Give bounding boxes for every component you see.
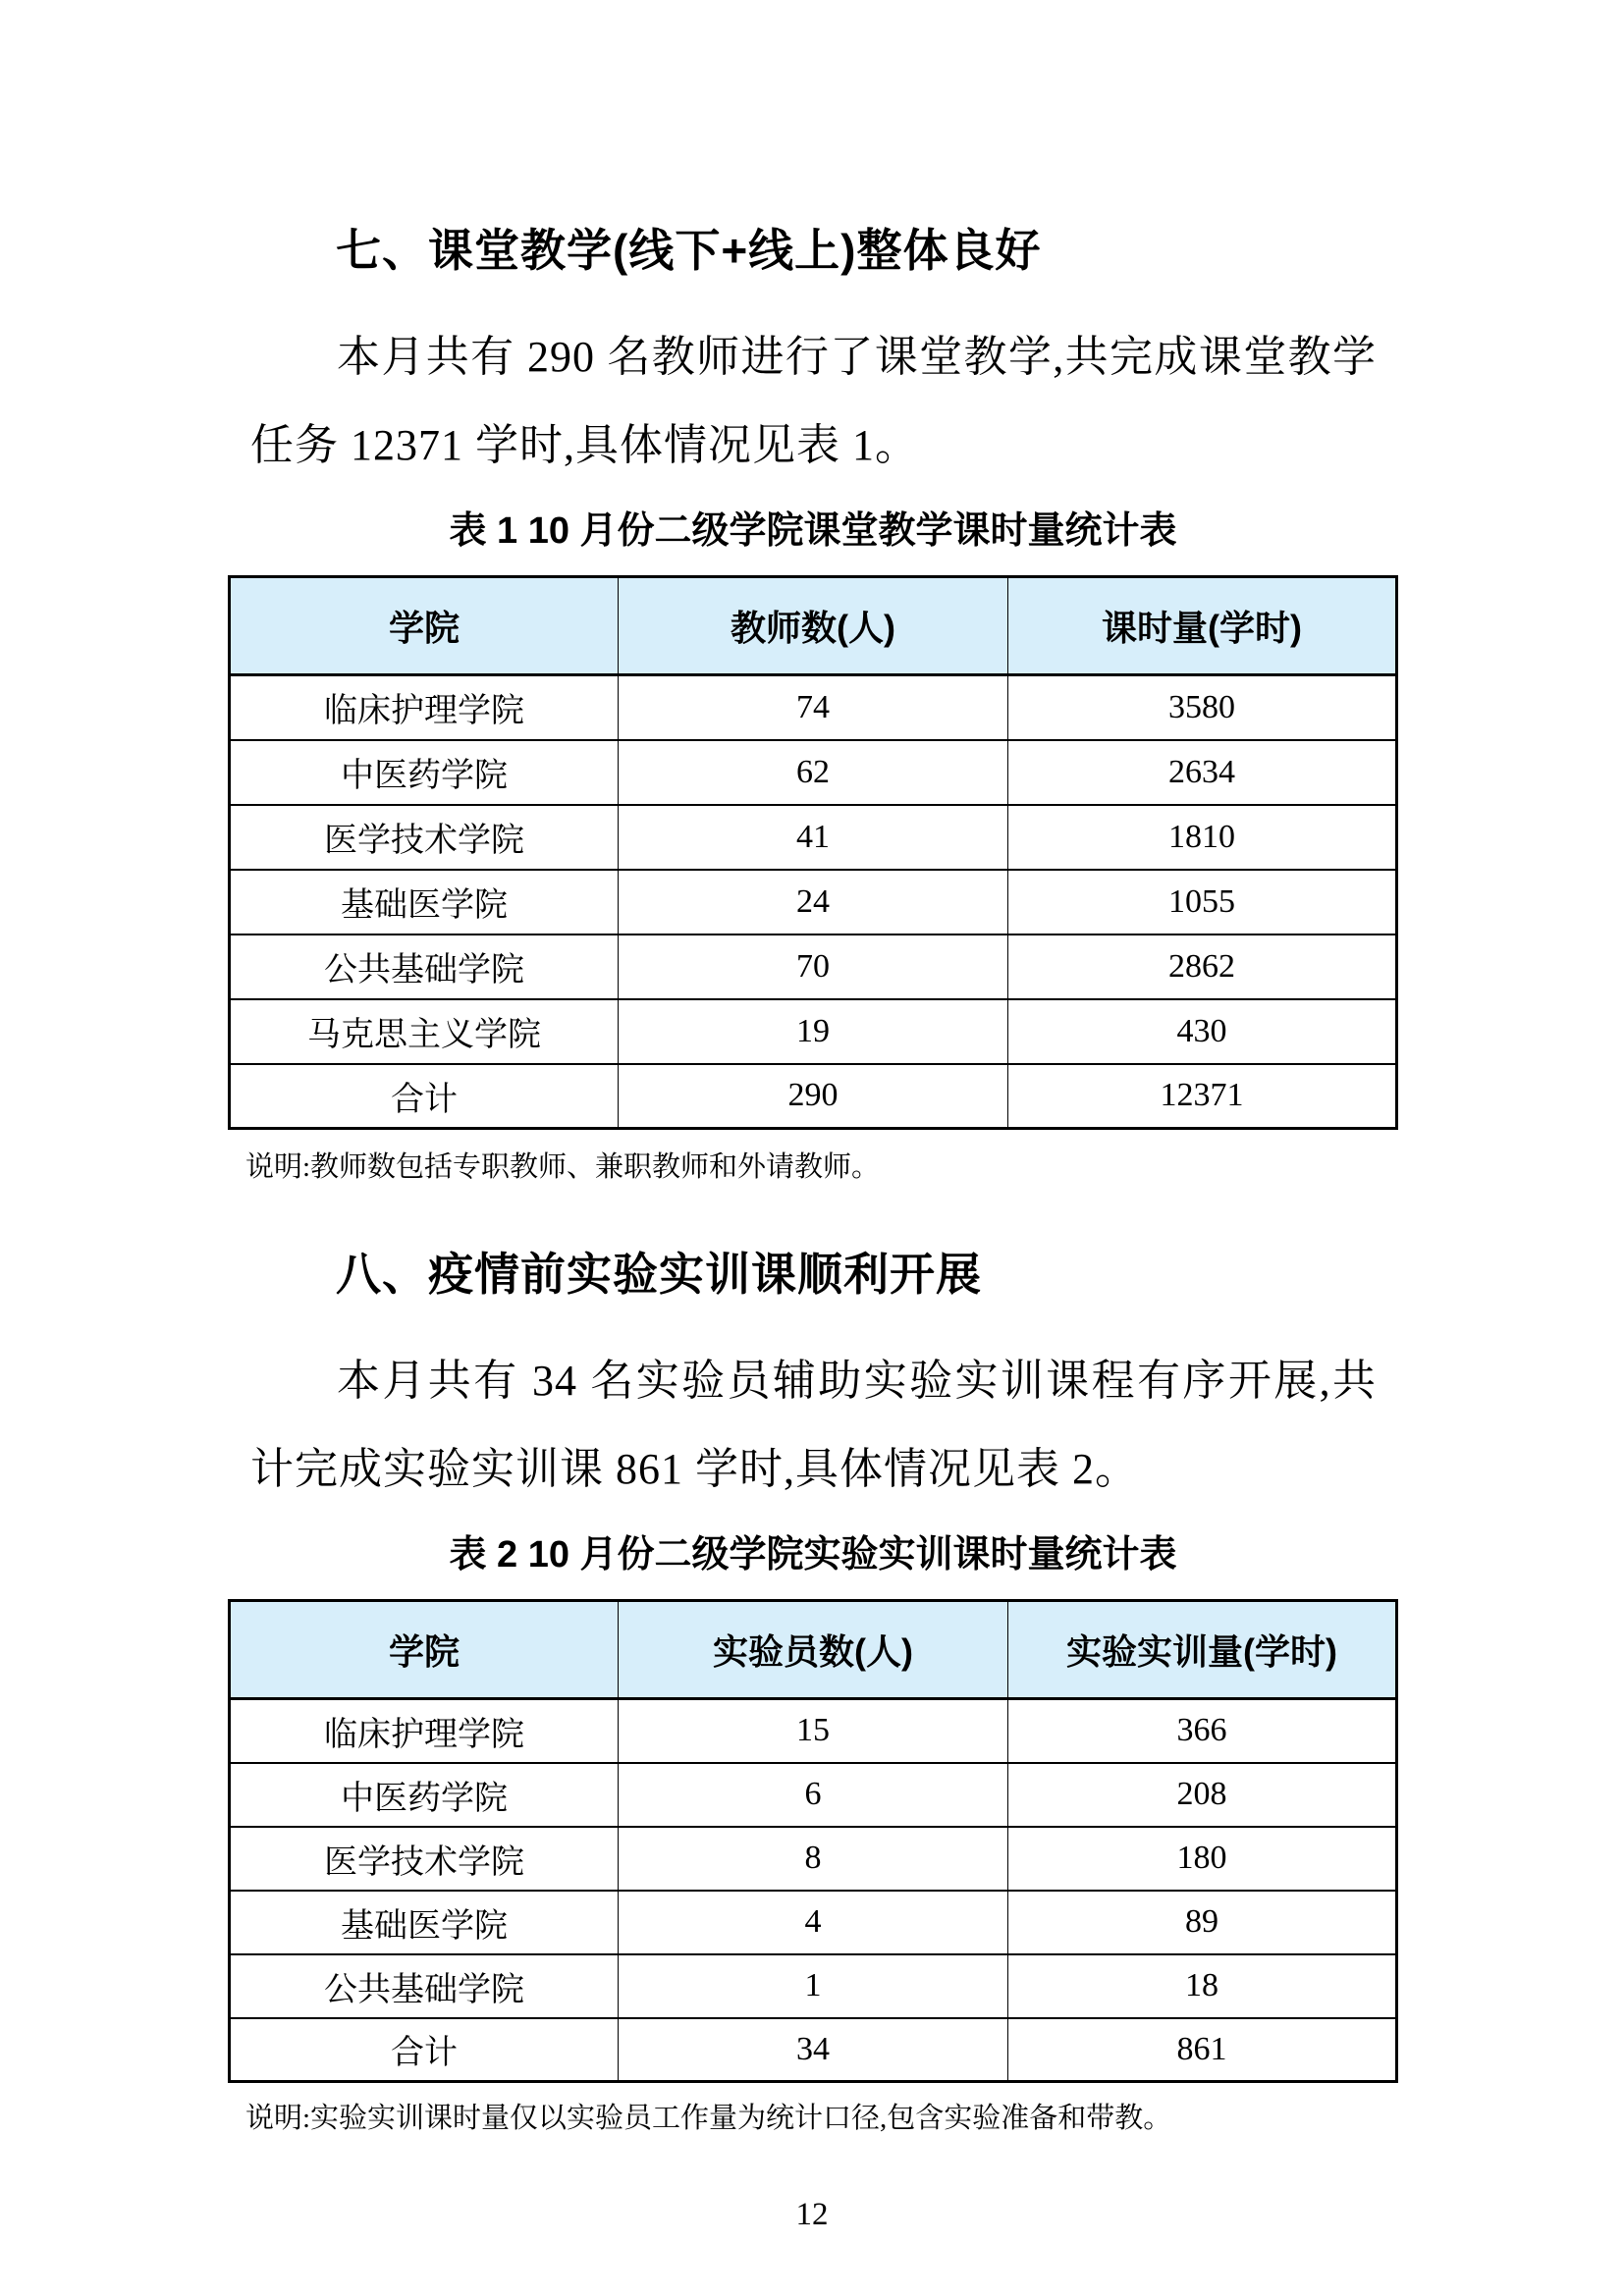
table1-header-college: 学院 [230,577,619,675]
class-hours-cell: 1055 [1008,870,1397,934]
table-total-row [230,1064,1397,1129]
teacher-count-cell: 62 [618,740,1007,805]
technician-count-cell: 15 [618,1699,1007,1763]
section8-paragraph: 本月共有 34 名实验员辅助实验实训课程有序开展,共计完成实验实训课 861 学时,具体情况见表 2。 [250,1357,1377,1493]
page-number: 12 [795,2197,829,2232]
training-hours-cell: 18 [1008,1954,1397,2018]
table1-caption: 表 1 10 月份二级学院课堂教学课时量统计表 [449,510,1177,552]
table2-caption: 表 2 10 月份二级学院实验实训课时量统计表 [449,1534,1177,1575]
table-row [230,1954,1397,2018]
section7-heading: 七、课堂教学(线下+线上)整体良好 [336,225,1042,276]
table-row [230,805,1397,870]
college-name-cell: 临床护理学院 [230,675,619,740]
table-row [230,1763,1397,1827]
table1-header-class-hours: 课时量(学时) [1008,577,1397,675]
teacher-count-cell: 41 [618,805,1007,870]
class-hours-cell: 2634 [1008,740,1397,805]
class-hours-cell: 2862 [1008,934,1397,999]
total-class-hours-cell: 12371 [1008,1064,1397,1129]
table1-header-teacher-count: 教师数(人) [618,577,1007,675]
training-hours-cell: 180 [1008,1827,1397,1891]
table-row [230,1827,1397,1891]
teacher-count-cell: 24 [618,870,1007,934]
college-name-cell: 公共基础学院 [230,934,619,999]
table2-note: 说明:实验实训课时量仅以实验员工作量为统计口径,包含实验准备和带教。 [245,2103,1172,2134]
section7-paragraph: 本月共有 290 名教师进行了课堂教学,共完成课堂教学任务 12371 学时,具体情况见表 1。 [250,333,1377,469]
training-hours-cell: 366 [1008,1699,1397,1763]
college-name-cell: 医学技术学院 [230,805,619,870]
class-hours-cell: 430 [1008,999,1397,1064]
table1-note: 说明:教师数包括专职教师、兼职教师和外请教师。 [245,1151,881,1183]
table1-classroom-teaching [228,575,1398,1130]
college-name-cell: 医学技术学院 [230,1827,619,1891]
table1-header-row [230,577,1397,675]
table-row [230,1699,1397,1763]
technician-count-cell: 6 [618,1763,1007,1827]
table2-lab-training [228,1599,1398,2083]
teacher-count-cell: 70 [618,934,1007,999]
technician-count-cell: 1 [618,1954,1007,2018]
college-name-cell: 中医药学院 [230,1763,619,1827]
technician-count-cell: 8 [618,1827,1007,1891]
table-total-row [230,2018,1397,2082]
college-name-cell: 中医药学院 [230,740,619,805]
table2-header-training-hours: 实验实训量(学时) [1008,1601,1397,1699]
college-name-cell: 公共基础学院 [230,1954,619,2018]
table-row [230,999,1397,1064]
total-label-cell: 合计 [230,2018,619,2082]
class-hours-cell: 3580 [1008,675,1397,740]
table2-header-row [230,1601,1397,1699]
total-technician-count-cell: 34 [618,2018,1007,2082]
college-name-cell: 基础医学院 [230,1891,619,1954]
table-row [230,740,1397,805]
section8-heading: 八、疫情前实验实训课顺利开展 [336,1249,982,1300]
teacher-count-cell: 74 [618,675,1007,740]
table-row [230,934,1397,999]
teacher-count-cell: 19 [618,999,1007,1064]
table-row [230,675,1397,740]
total-label-cell: 合计 [230,1064,619,1129]
college-name-cell: 临床护理学院 [230,1699,619,1763]
class-hours-cell: 1810 [1008,805,1397,870]
table-row [230,870,1397,934]
training-hours-cell: 89 [1008,1891,1397,1954]
table2-header-college: 学院 [230,1601,619,1699]
total-training-hours-cell: 861 [1008,2018,1397,2082]
college-name-cell: 马克思主义学院 [230,999,619,1064]
table-row [230,1891,1397,1954]
college-name-cell: 基础医学院 [230,870,619,934]
training-hours-cell: 208 [1008,1763,1397,1827]
technician-count-cell: 4 [618,1891,1007,1954]
total-teacher-count-cell: 290 [618,1064,1007,1129]
table2-header-technician-count: 实验员数(人) [618,1601,1007,1699]
